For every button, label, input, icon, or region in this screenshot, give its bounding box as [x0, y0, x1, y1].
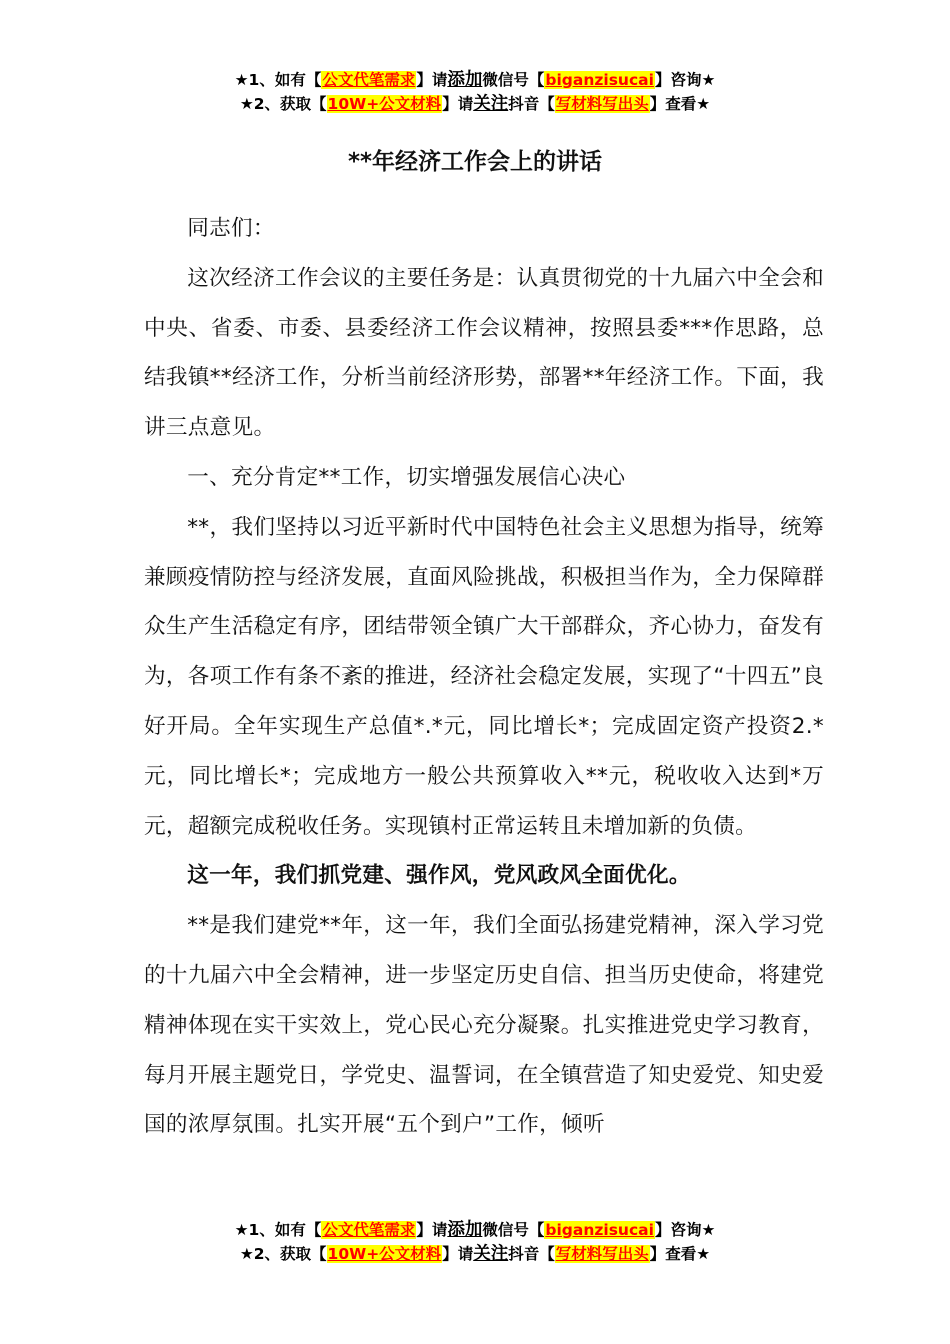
highlight-materials: 10W+公文材料 [327, 1245, 442, 1263]
document-body [144, 204, 824, 1150]
highlight-service: 公文代笔需求 [322, 71, 416, 89]
promo-line-1: ★1、如有【公文代笔需求】请添加微信号【biganzisucai】咨询★ [234, 1220, 716, 1240]
promo-line-2: ★2、获取【10W+公文材料】请关注抖音【写材料写出头】查看★ [239, 94, 711, 114]
promo-banner-bottom [0, 1218, 950, 1266]
promo-line-2: ★2、获取【10W+公文材料】请关注抖音【写材料写出头】查看★ [239, 1244, 711, 1264]
paragraph-summary: **，我们坚持以习近平新时代中国特色社会主义思想为指导，统筹兼顾疫情防控与经济发展，直面风险挑战，积极担当作为，全力保障群众生产生活稳定有序，团结带领全镇广大干部群众，齐心协力，奋发有为，各项工作有条不紊的推进，经济社会稳定发展，实现了“十四五”良好开局。全年实现生产总值*.*元，同比增长*；完成固定资产投资2.*元，同比增长*；完成地方一般公共预算收入**元，税收收入达到*万元，超额完成税收任务。实现镇村正常运转且未增加新的负债。 [144, 514, 824, 839]
paragraph-party-building: **是我们建党**年，这一年，我们全面弘扬建党精神，深入学习党的十九届六中全会精神，进一步坚定历史自信、担当历史使命，将建党精神体现在实干实效上，党心民心充分凝聚。扎实推进党史学习教育，每月开展主题党日，学党史、温誓词，在全镇营造了知史爱党、知史爱国的浓厚氛围。扎实开展“五个到户”工作，倾听 [144, 913, 824, 1138]
highlight-wechat-id: biganzisucai [545, 1221, 654, 1239]
section-heading-1: 一、充分肯定**工作，切实增强发展信心决心 [187, 464, 626, 490]
highlight-douyin-account: 写材料写出头 [555, 1245, 649, 1263]
highlight-service: 公文代笔需求 [322, 1221, 416, 1239]
subheading-party-building: 这一年，我们抓党建、强作风，党风政风全面优化。 [187, 863, 691, 889]
promo-line-1: ★1、如有【公文代笔需求】请添加微信号【biganzisucai】咨询★ [234, 70, 716, 90]
highlight-douyin-account: 写材料写出头 [555, 95, 649, 113]
highlight-materials: 10W+公文材料 [327, 95, 442, 113]
document-title: **年经济工作会上的讲话 [347, 149, 603, 175]
salutation: 同志们： [187, 216, 275, 241]
paragraph-intro: 这次经济工作会议的主要任务是：认真贯彻党的十九届六中全会和中央、省委、市委、县委经济工作会议精神，按照县委***作思路，总结我镇**经济工作，分析当前经济形势，部署**年经济工作。下面，我讲三点意见。 [144, 265, 824, 441]
promo-banner-top [0, 68, 950, 116]
highlight-wechat-id: biganzisucai [545, 71, 654, 89]
